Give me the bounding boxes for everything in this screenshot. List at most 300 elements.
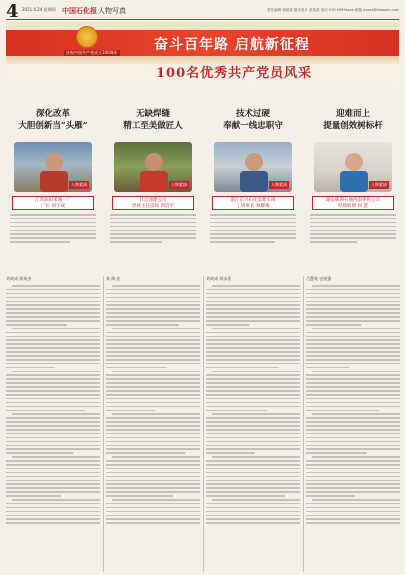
profile-card <box>306 96 400 271</box>
text-line <box>6 511 100 513</box>
text-line <box>206 359 300 361</box>
text-line <box>106 507 200 509</box>
profile-title <box>206 108 300 132</box>
text-line <box>6 406 100 408</box>
text-line <box>306 452 367 454</box>
text-line <box>206 425 300 427</box>
text-line <box>306 417 400 419</box>
party-emblem-icon <box>76 26 98 48</box>
text-line <box>206 472 300 474</box>
text-line <box>6 417 100 419</box>
text-line <box>306 402 400 404</box>
text-line <box>306 336 400 338</box>
text-line <box>212 328 300 330</box>
portrait-tag: 人物素描 <box>71 182 87 187</box>
text-line <box>6 507 100 509</box>
text-line <box>206 382 300 384</box>
text-line <box>12 413 100 415</box>
text-line <box>306 355 400 357</box>
text-line <box>6 336 100 338</box>
text-line <box>206 308 300 310</box>
text-line <box>306 304 400 306</box>
text-line <box>106 480 200 482</box>
text-line <box>306 483 400 485</box>
text-line <box>106 406 200 408</box>
profile-title <box>306 108 400 132</box>
text-line <box>306 480 400 482</box>
text-line <box>306 472 400 474</box>
text-line <box>206 312 300 314</box>
text-line <box>106 347 200 349</box>
article-column <box>6 276 100 572</box>
column-body-text <box>206 285 300 524</box>
profile-intro-text <box>210 214 296 245</box>
text-line <box>106 460 200 462</box>
text-line <box>12 456 100 458</box>
text-line <box>6 480 100 482</box>
text-line <box>306 308 400 310</box>
text-line <box>106 382 200 384</box>
text-line <box>206 402 300 404</box>
banner-subtitle: 100名优秀共产党员风采 <box>156 66 313 81</box>
text-line <box>306 374 400 376</box>
text-line <box>206 301 300 303</box>
text-line <box>6 367 55 369</box>
role-line: 厂长 周宇成 <box>41 204 65 209</box>
text-line <box>206 336 300 338</box>
profile-title <box>6 108 100 132</box>
text-line <box>306 487 400 489</box>
page-number: 4 <box>6 1 19 22</box>
text-line <box>106 437 200 439</box>
text-line <box>106 464 200 466</box>
text-line <box>6 351 100 353</box>
text-line <box>306 367 349 369</box>
profile-title-line: 奉献一线忠职守 <box>223 121 283 131</box>
text-line <box>106 374 200 376</box>
text-line <box>6 390 100 392</box>
text-line <box>306 359 400 361</box>
text-line <box>6 359 100 361</box>
text-line <box>106 483 200 485</box>
text-line <box>206 398 300 400</box>
text-line <box>106 359 200 361</box>
profile-intro-text <box>310 214 396 245</box>
article-column <box>206 276 300 572</box>
text-line <box>306 507 400 509</box>
text-line <box>6 410 85 412</box>
profile-title <box>106 108 200 132</box>
text-line <box>106 324 179 326</box>
portrait-tag: 人物素描 <box>371 182 387 187</box>
text-line <box>6 394 100 396</box>
text-line <box>306 421 400 423</box>
text-line <box>306 398 400 400</box>
text-line <box>206 406 300 408</box>
text-line <box>6 515 100 517</box>
text-line <box>306 433 400 435</box>
text-line <box>106 417 200 419</box>
article-column <box>106 276 200 572</box>
text-line <box>6 355 100 357</box>
text-line <box>106 394 200 396</box>
profile-photo <box>14 142 92 192</box>
text-line <box>206 339 300 341</box>
text-line <box>12 328 100 330</box>
article-columns <box>6 276 399 572</box>
text-line <box>206 518 300 520</box>
text-line <box>206 320 300 322</box>
profile-card <box>106 96 200 271</box>
feature-banner <box>6 22 399 92</box>
profile-photo <box>314 142 392 192</box>
text-line <box>106 452 185 454</box>
text-line <box>112 371 200 373</box>
text-line <box>6 339 100 341</box>
text-line <box>6 429 100 431</box>
text-line <box>206 464 300 466</box>
text-line <box>206 487 300 489</box>
text-line <box>12 285 100 287</box>
text-line <box>306 522 400 524</box>
text-line <box>206 351 300 353</box>
text-line <box>306 406 400 408</box>
text-line <box>206 445 300 447</box>
text-line <box>6 382 100 384</box>
profile-role <box>312 196 394 210</box>
text-line <box>206 522 300 524</box>
text-line <box>106 289 200 291</box>
profile-role <box>112 196 194 210</box>
text-line <box>6 483 100 485</box>
text-line <box>306 320 400 322</box>
text-line <box>206 421 300 423</box>
text-line <box>212 371 300 373</box>
text-line <box>212 285 300 287</box>
role-line: 江苏油田采油一厂 <box>35 198 71 203</box>
text-line <box>106 308 200 310</box>
text-line <box>6 522 100 524</box>
text-line <box>106 390 200 392</box>
text-line <box>106 293 200 295</box>
text-line <box>206 468 300 470</box>
text-line <box>6 445 100 447</box>
text-line <box>106 441 200 443</box>
text-line <box>306 441 400 443</box>
text-line <box>106 301 200 303</box>
text-line <box>306 491 400 493</box>
role-line: 湛江东兴石化第催车间 <box>230 198 276 203</box>
text-line <box>306 476 400 478</box>
text-line <box>106 402 200 404</box>
text-line <box>106 367 167 369</box>
text-line <box>106 448 200 450</box>
profile-title-line: 深化改革 <box>35 109 70 119</box>
text-line <box>306 332 400 334</box>
text-line <box>206 386 300 388</box>
text-line <box>6 437 100 439</box>
text-line <box>206 503 300 505</box>
text-line <box>306 347 400 349</box>
text-line <box>6 468 100 470</box>
text-line <box>6 491 100 493</box>
text-line <box>6 332 100 334</box>
text-line <box>206 297 300 299</box>
text-line <box>206 491 300 493</box>
text-line <box>306 394 400 396</box>
text-line <box>206 316 300 318</box>
text-line <box>106 472 200 474</box>
text-line <box>106 468 200 470</box>
text-line <box>106 336 200 338</box>
text-line <box>206 332 300 334</box>
text-line <box>306 378 400 380</box>
text-line <box>206 437 300 439</box>
profile-row <box>6 96 399 271</box>
text-line <box>306 495 355 497</box>
text-line <box>106 297 200 299</box>
text-line <box>112 499 200 501</box>
text-line <box>212 456 300 458</box>
text-line <box>206 289 300 291</box>
text-line <box>106 487 200 489</box>
profile-title-line: 迎难而上 <box>335 109 370 119</box>
text-line <box>306 301 400 303</box>
profile-title-line: 精工至美做匠人 <box>123 121 183 131</box>
text-line <box>6 312 100 314</box>
profile-card <box>206 96 300 271</box>
text-line <box>6 472 100 474</box>
text-line <box>306 511 400 513</box>
text-line <box>6 452 73 454</box>
text-line <box>106 491 200 493</box>
role-line: 湖南株洲石油西南零售公司 <box>326 198 380 203</box>
text-line <box>306 351 400 353</box>
text-line <box>106 312 200 314</box>
text-line <box>306 297 400 299</box>
text-line <box>106 351 200 353</box>
text-line <box>206 347 300 349</box>
text-line <box>206 429 300 431</box>
text-line <box>112 285 200 287</box>
text-line <box>206 324 249 326</box>
role-line: 工班班长 林耀骞 <box>236 204 270 209</box>
profile-role <box>12 196 94 210</box>
text-line <box>6 324 67 326</box>
text-line <box>306 464 400 466</box>
text-line <box>6 460 100 462</box>
text-line <box>306 468 400 470</box>
text-line <box>212 413 300 415</box>
text-line <box>106 445 200 447</box>
text-line <box>206 483 300 485</box>
profile-title-line: 技术过硬 <box>235 109 270 119</box>
text-line <box>206 507 300 509</box>
profile-photo <box>114 142 192 192</box>
text-line <box>306 363 400 365</box>
text-line <box>106 378 200 380</box>
profile-title-line: 无缺焊缝 <box>135 109 170 119</box>
text-line <box>306 324 361 326</box>
text-line <box>12 371 100 373</box>
text-line <box>306 448 400 450</box>
text-line <box>106 355 200 357</box>
text-line <box>6 308 100 310</box>
text-line <box>206 480 300 482</box>
text-line <box>6 448 100 450</box>
text-line <box>106 398 200 400</box>
text-line <box>212 499 300 501</box>
section-name: 人物写真 <box>98 7 126 15</box>
text-line <box>306 339 400 341</box>
text-line <box>106 425 200 427</box>
text-line <box>106 495 173 497</box>
text-line <box>206 433 300 435</box>
text-line <box>106 339 200 341</box>
column-byline: 朱 海 宏 <box>106 276 121 281</box>
text-line <box>6 441 100 443</box>
anniversary-label: 庆祝中国共产党成立100周年 <box>66 50 118 55</box>
text-line <box>206 394 300 396</box>
text-line <box>6 421 100 423</box>
text-line <box>6 297 100 299</box>
text-line <box>106 518 200 520</box>
text-line <box>106 503 200 505</box>
text-line <box>6 378 100 380</box>
role-line: 江汉油建公司 <box>139 198 167 203</box>
text-line <box>306 460 400 462</box>
text-line <box>312 328 400 330</box>
editor-credits: 责任编辑 周某某 版式设计 某某某 电话 010-5999xxxx 邮箱 xxxxx@sinopec.com <box>267 8 399 12</box>
profile-title-line: 提量创效树标杆 <box>323 121 383 131</box>
text-line <box>306 425 400 427</box>
text-line <box>306 316 400 318</box>
text-line <box>6 476 100 478</box>
text-line <box>112 413 200 415</box>
text-line <box>106 429 200 431</box>
issue-date: 2021.6.24 星期四 <box>22 7 56 12</box>
text-line <box>306 437 400 439</box>
text-line <box>106 421 200 423</box>
text-line <box>312 456 400 458</box>
text-line <box>6 301 100 303</box>
text-line <box>106 320 200 322</box>
column-body-text <box>6 285 100 524</box>
text-line <box>306 410 379 412</box>
column-byline: 刘成成 刘永喜 <box>206 276 232 281</box>
text-line <box>6 402 100 404</box>
text-line <box>6 518 100 520</box>
paper-name: 中国石化报 <box>62 6 97 15</box>
text-line <box>6 464 100 466</box>
text-line <box>306 312 400 314</box>
text-line <box>206 390 300 392</box>
text-line <box>206 378 300 380</box>
text-line <box>6 293 100 295</box>
text-line <box>112 456 200 458</box>
column-body-text <box>106 285 200 524</box>
profile-card <box>6 96 100 271</box>
column-byline: 吕慧英 史展强 <box>306 276 332 281</box>
text-line <box>6 374 100 376</box>
text-line <box>206 363 300 365</box>
text-line <box>6 433 100 435</box>
text-line <box>206 495 285 497</box>
text-line <box>312 371 400 373</box>
text-line <box>206 293 300 295</box>
text-line <box>6 289 100 291</box>
role-line: 焊接主任技师 周启军 <box>132 204 174 209</box>
text-line <box>206 441 300 443</box>
profile-intro-text <box>110 214 196 245</box>
text-line <box>106 316 200 318</box>
text-line <box>306 515 400 517</box>
text-line <box>206 452 255 454</box>
text-line <box>6 304 100 306</box>
profile-role <box>212 196 294 210</box>
text-line <box>106 433 200 435</box>
text-line <box>206 460 300 462</box>
text-line <box>6 347 100 349</box>
text-line <box>206 511 300 513</box>
text-line <box>6 425 100 427</box>
role-line: 经理助理 何 慧 <box>338 204 368 209</box>
text-line <box>6 316 100 318</box>
banner-slogan: 奋斗百年路 启航新征程 <box>154 37 310 53</box>
text-line <box>206 343 300 345</box>
text-line <box>206 304 300 306</box>
article-column <box>306 276 400 572</box>
text-line <box>106 386 200 388</box>
text-line <box>106 522 200 524</box>
text-line <box>306 343 400 345</box>
text-line <box>312 499 400 501</box>
profile-title-line: 大胆创新当“头雁” <box>18 121 88 131</box>
text-line <box>106 343 200 345</box>
profile-photo <box>214 142 292 192</box>
text-line <box>206 417 300 419</box>
text-line <box>106 363 200 365</box>
text-line <box>306 293 400 295</box>
text-line <box>6 495 61 497</box>
text-line <box>6 363 100 365</box>
text-line <box>206 476 300 478</box>
text-line <box>6 503 100 505</box>
text-line <box>6 386 100 388</box>
text-line <box>306 382 400 384</box>
text-line <box>306 503 400 505</box>
text-line <box>306 289 400 291</box>
column-body-text <box>306 285 400 524</box>
text-line <box>206 367 279 369</box>
text-line <box>6 320 100 322</box>
text-line <box>106 304 200 306</box>
text-line <box>306 390 400 392</box>
page-header <box>6 1 399 22</box>
text-line <box>312 285 400 287</box>
text-line <box>206 374 300 376</box>
text-line <box>306 386 400 388</box>
text-line <box>12 499 100 501</box>
text-line <box>106 332 200 334</box>
text-line <box>112 328 200 330</box>
text-line <box>206 448 300 450</box>
text-line <box>106 476 200 478</box>
text-line <box>306 429 400 431</box>
profile-intro-text <box>10 214 96 245</box>
portrait-tag: 人物素描 <box>171 182 187 187</box>
text-line <box>106 511 200 513</box>
